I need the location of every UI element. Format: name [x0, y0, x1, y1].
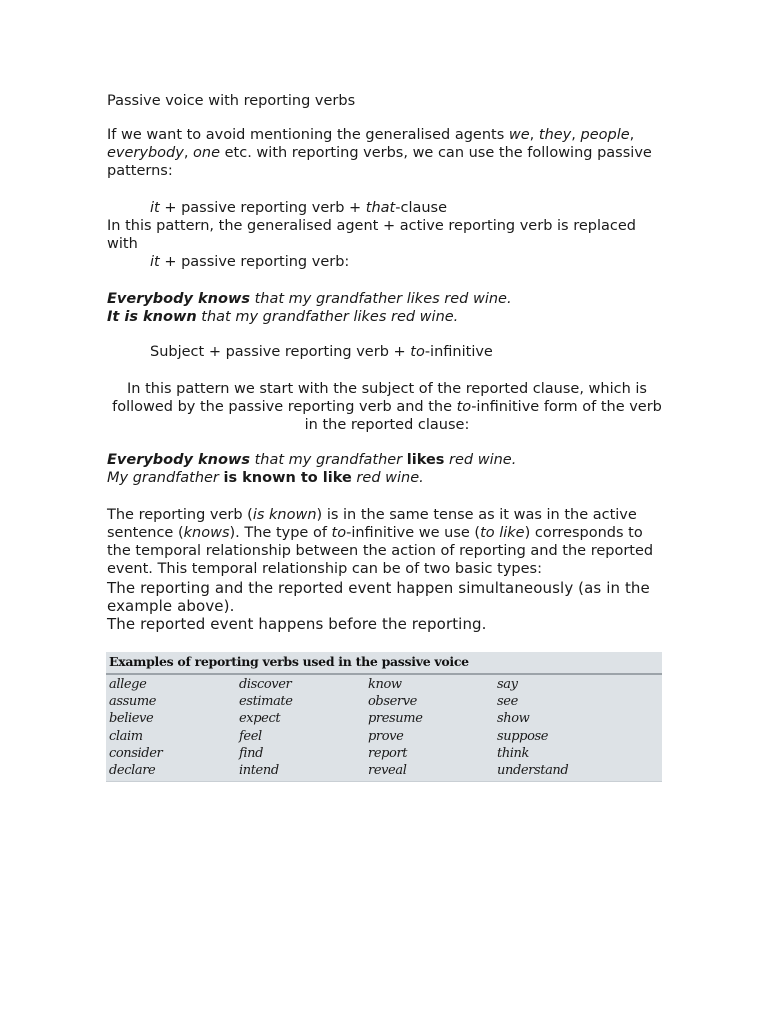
table-row	[106, 729, 662, 746]
table-row	[106, 711, 662, 728]
table-cell: show	[497, 711, 530, 727]
table-cell: reveal	[368, 762, 407, 778]
table-body	[106, 677, 662, 780]
table-cell: intend	[239, 762, 279, 778]
reporting-verbs-table	[106, 652, 662, 782]
table-cell: consider	[109, 745, 163, 761]
table-cell: declare	[109, 762, 156, 778]
table-cell: find	[239, 745, 264, 761]
table-divider	[106, 673, 662, 675]
example-block-2: Everybody knows that my grandfather likes red wine. My grandfather is known to like red wine.	[107, 452, 517, 486]
table-cell: understand	[497, 762, 569, 778]
table-cell: observe	[368, 694, 417, 710]
table-heading: Examples of reporting verbs used in the passive voice	[109, 654, 469, 669]
example-block-1: Everybody knows that my grandfather likes red wine. It is known that my grandfather likes red wine.	[107, 291, 512, 325]
table-cell: believe	[109, 711, 154, 727]
table-row	[106, 763, 662, 780]
table-row	[106, 694, 662, 711]
table-cell: assume	[109, 694, 157, 710]
pattern-it-section: it + passive reporting verb + that-clause In this pattern, the generalised agent + active reporting verb is replaced with it + passive reporting verb:	[107, 199, 667, 271]
table-cell: allege	[109, 677, 147, 692]
explanation-paragraph: The reporting verb (is known) is in the same tense as it was in the active sentence (knows). The type of to-infinitive we use (to like) corresponds to the temporal relationship between the action of reporting and the reported event. This temporal relationship can be of two basic types: The reporting and the reported event happen simultaneously (as in the example above). The reported event happens before the reporting.	[107, 507, 654, 633]
table-cell: presume	[368, 711, 423, 727]
table-row	[106, 677, 662, 694]
table-row	[106, 746, 662, 763]
pattern-subject-formula: Subject + passive reporting verb + to-infinitive	[150, 344, 493, 360]
table-cell: see	[497, 694, 518, 710]
table-cell: say	[497, 677, 518, 692]
table-cell: estimate	[239, 694, 293, 710]
table-cell: discover	[239, 677, 292, 692]
table-cell: report	[368, 745, 408, 761]
intro-paragraph: If we want to avoid mentioning the generalised agents we, they, people, everybody, one etc. with reporting verbs, we can use the following passive patterns:	[107, 127, 652, 179]
pattern-subject-description: In this pattern we start with the subject of the reported clause, which is followed by the passive reporting verb and the to-infinitive form of the verb in the reported clause:	[112, 381, 662, 433]
table-cell: feel	[239, 728, 262, 744]
table-cell: think	[497, 745, 530, 761]
table-bottom-border	[106, 781, 662, 782]
table-cell: know	[368, 677, 402, 692]
table-cell: suppose	[497, 728, 549, 744]
pattern-it-formula: it + passive reporting verb + that-clause	[150, 200, 448, 216]
page-title: Passive voice with reporting verbs	[107, 93, 356, 109]
table-cell: prove	[368, 728, 404, 744]
pattern-it-description: In this pattern, the generalised agent + active reporting verb is replaced	[107, 218, 636, 234]
table-cell: claim	[109, 728, 143, 744]
table-cell: expect	[239, 711, 281, 727]
